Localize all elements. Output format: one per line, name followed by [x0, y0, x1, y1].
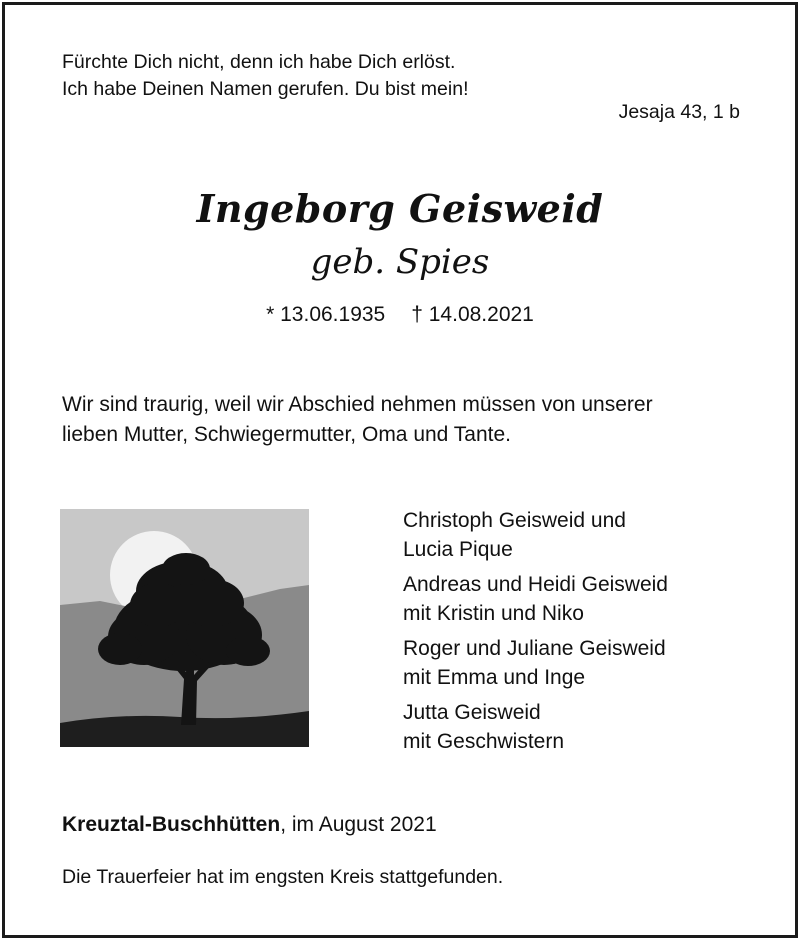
bible-verse [62, 49, 468, 103]
farewell-line-1: Wir sind traurig, weil wir Abschied nehmen müssen von unserer [62, 393, 653, 416]
mourner-line: mit Kristin und Niko [403, 602, 584, 625]
mourner-group [403, 570, 668, 628]
verse-line-2: Ich habe Deinen Namen gerufen. Du bist mein! [62, 78, 469, 100]
mourners-list [403, 506, 668, 762]
birth-date: * 13.06.1935 [266, 303, 386, 326]
verse-line-1: Fürchte Dich nicht, denn ich habe Dich erlöst. [62, 51, 456, 73]
mourner-group [403, 634, 668, 692]
tree-silhouette-image [60, 509, 309, 747]
mourner-line: Jutta Geisweid [403, 701, 541, 724]
death-date: † 14.08.2021 [411, 303, 534, 326]
verse-source: Jesaja 43, 1 b [618, 101, 740, 123]
mourner-line: Lucia Pique [403, 538, 513, 561]
funeral-note: Die Trauerfeier hat im engsten Kreis stattgefunden. [62, 866, 504, 888]
mourner-line: Roger und Juliane Geisweid [403, 637, 666, 660]
mourner-line: Andreas und Heidi Geisweid [403, 573, 668, 596]
mourner-group [403, 698, 668, 756]
mourner-line: mit Geschwistern [403, 730, 565, 753]
deceased-name: Ingeborg Geisweid [196, 186, 604, 231]
life-dates [0, 303, 800, 327]
mourner-line: mit Emma und Inge [403, 666, 586, 689]
deceased-birth-name: geb. Spies [310, 242, 490, 282]
farewell-line-2: lieben Mutter, Schwiegermutter, Oma und Tante. [62, 423, 512, 446]
obituary-frame [2, 2, 798, 938]
place-name: Kreuztal-Buschhütten [62, 813, 281, 836]
mourner-group [403, 506, 668, 564]
farewell-text [62, 390, 653, 450]
place-and-date [62, 813, 437, 837]
notice-date: , im August 2021 [280, 813, 437, 836]
mourner-line: Christoph Geisweid und [403, 509, 626, 532]
